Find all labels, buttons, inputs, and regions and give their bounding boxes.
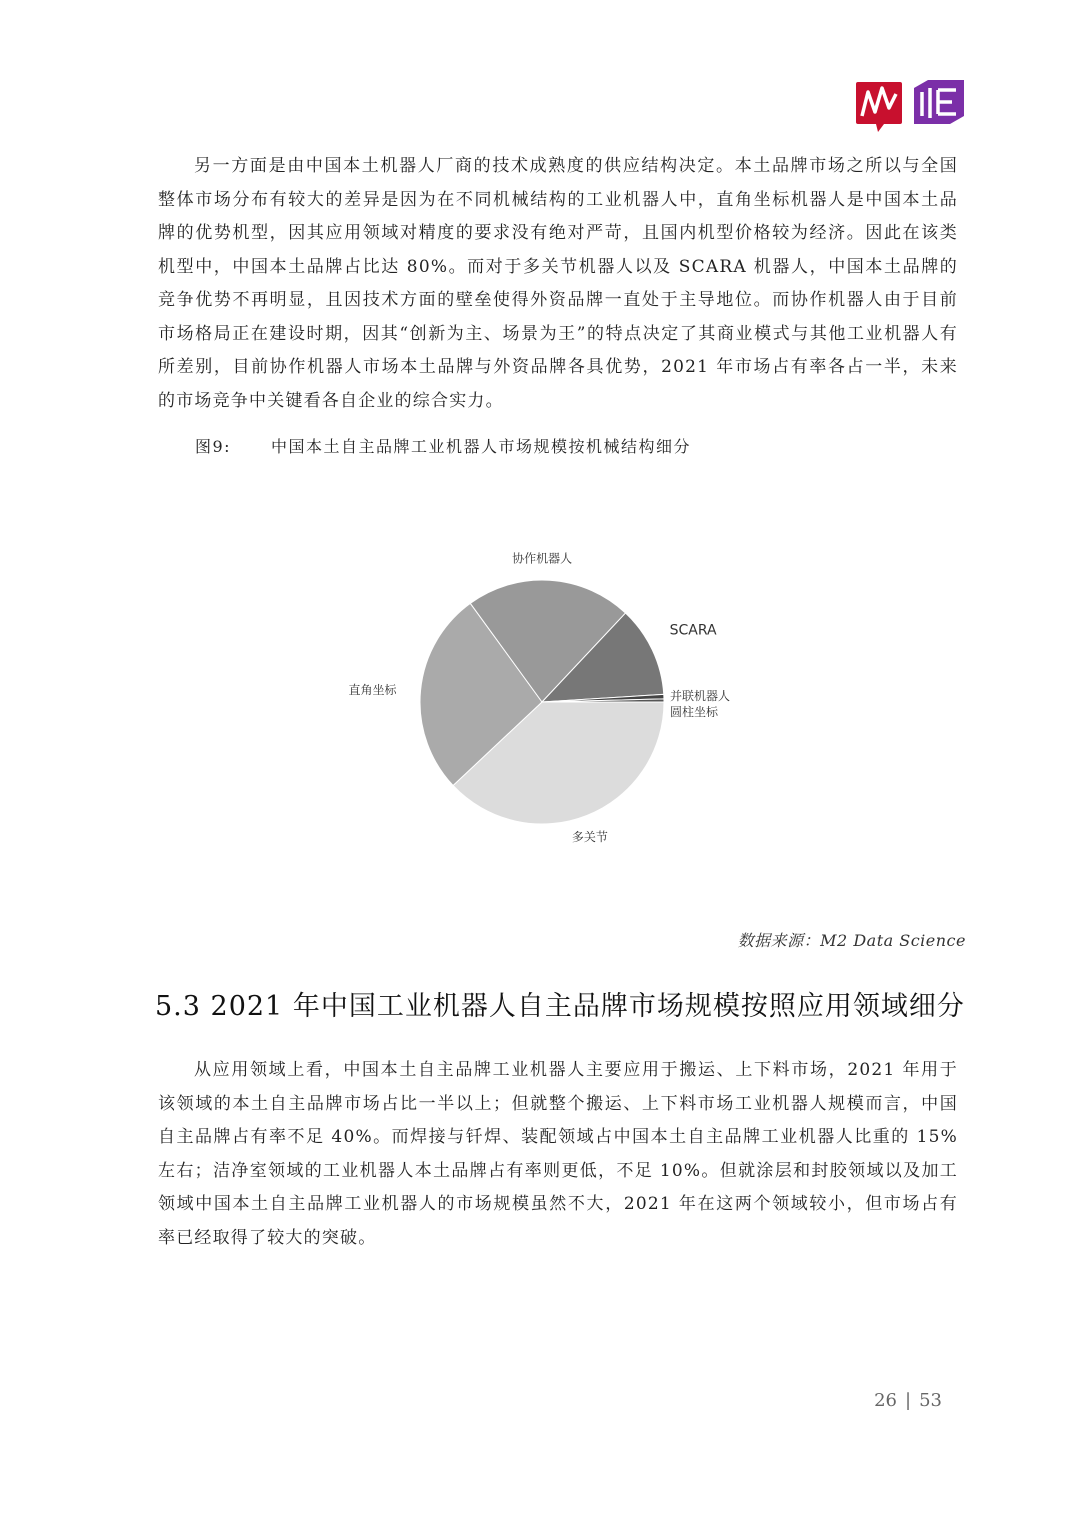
figure-caption [195,434,691,457]
figure-title: 中国本土自主品牌工业机器人市场规模按机械结构细分 [271,437,692,456]
page-separator: | [905,1390,912,1411]
publisher-logo [856,78,968,132]
section-title: 5.3 2021 年中国工业机器人自主品牌市场规模按照应用领域细分 [155,991,965,1022]
figure-number: 图9: [195,437,232,456]
data-source: 数据来源：M2 Data Science [737,931,966,950]
total-pages: 53 [919,1390,942,1411]
pie-slice-label: 协作机器人 [512,551,573,566]
body-paragraph: 另一方面是由中国本土机器人厂商的技术成熟度的供应结构决定。本土品牌市场之所以与全国整体市场分布有较大的差异是因为在不同机械结构的工业机器人中，直角坐标机器人是中国本土品牌的优势机型，因其应用领域对精度的要求没有绝对严苛，且国内机型价格较为经济。因此在该类机型中，中国本土品牌占比达 80%。而对于多关节机器人以及 SCARA 机器人，中国本土品牌的竞争优势不再明显，且因技术方面的壁垒使得外资品牌一直处于主导地位。而协作机器人由于目前市场格局正在建设时期，因其“创新为主、场景为王”的特点决定了其商业模式与其他工业机器人有所差别，目前协作机器人市场本土品牌与外资品牌各具优势，2021 年市场占有率各占一半，未来的市场竞争中关键看各自企业的综合实力。 [158,156,958,411]
current-page: 26 [874,1390,898,1411]
pie-chart [330,545,770,855]
pie-slice-label: 圆柱坐标 [670,705,719,719]
body-paragraph: 从应用领域上看，中国本土自主品牌工业机器人主要应用于搬运、上下料市场，2021 年用于该领域的本土自主品牌市场占比一半以上；但就整个搬运、上下料市场工业机器人规模而言，中国自主品牌占有率不足 40%。而焊接与钎焊、装配领域占中国本土自主品牌工业机器人比重的 15%左右；洁净室领域的工业机器人本土品牌占有率则更低，不足 10%。但就涂层和封胶领域以及加工领域中国本土自主品牌工业机器人的市场规模虽然不大，2021 年在这两个领域较小，但市场占有率已经取得了较大的突破。 [158,1060,958,1248]
pie-slice-label: SCARA [669,622,717,639]
ds-logo-icon [914,80,964,124]
pie-slice-label: 直角坐标 [348,682,397,697]
page-number [874,1390,942,1411]
pie-slice-label: 并联机器人 [670,689,731,703]
m2-logo-icon [856,82,902,132]
pie-slice-label: 多关节 [571,829,608,844]
pie-slices [420,580,664,824]
